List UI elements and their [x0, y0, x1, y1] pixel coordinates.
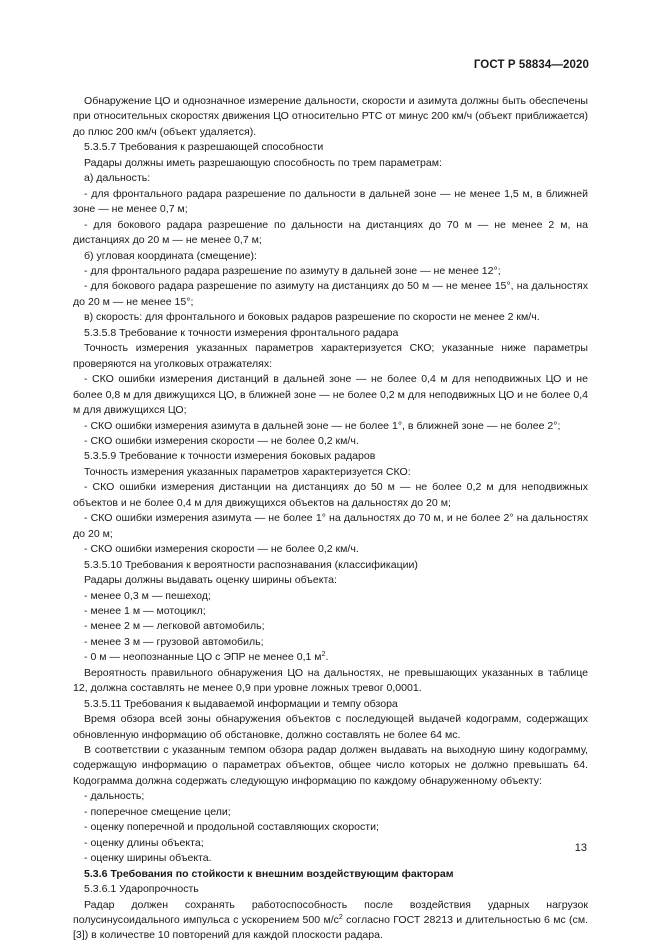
paragraph	[73, 511, 588, 542]
paragraph-text: - СКО ошибки измерения скорости — не более 0,2 км/ч.	[84, 434, 359, 447]
paragraph-text: 5.3.6 Требования по стойкости к внешним воздействующим факторам	[84, 867, 454, 880]
document-body	[73, 94, 588, 944]
paragraph	[73, 372, 588, 418]
paragraph	[73, 310, 588, 325]
paragraph-text: - менее 0,3 м — пешеход;	[84, 589, 211, 602]
paragraph-text: - для фронтального радара разрешение по дальности в дальней зоне — не менее 1,5 м, в ближней зоне — не менее 0,7 м;	[73, 187, 588, 216]
paragraph-text-suffix: согласно ГОСТ 28213 и длительностью 6 мс (см. [3]) в количестве 10 повторений для каждой плоскости радара.	[73, 914, 588, 942]
paragraph	[73, 604, 588, 619]
paragraph-text: 5.3.6.1 Ударопрочность	[84, 883, 199, 896]
paragraph-text: - СКО ошибки измерения азимута в дальней зоне — не более 1°, в ближней зоне — не более 2°;	[84, 419, 561, 432]
paragraph	[73, 419, 588, 434]
paragraph	[73, 434, 588, 449]
paragraph-text: Вероятность правильного обнаружения ЦО на дальностях, не превышающих указанных в таблице 12, должна составлять не менее 0,9 при уровне ложных тревог 0,0001.	[73, 666, 588, 695]
paragraph-text: 5.3.5.7 Требования к разрешающей способности	[84, 141, 324, 154]
superscript: 2	[321, 651, 326, 659]
paragraph-text: Точность измерения указанных параметров характеризуется СКО:	[84, 465, 411, 478]
paragraph-text: Радар должен сохранять работоспособность после воздействия ударных нагрузок полусинусоидального импульса с ускорением 500 м/с	[73, 898, 588, 927]
paragraph	[73, 94, 588, 140]
paragraph-text: Время обзора всей зоны обнаружения объектов с последующей выдачей кодограмм, содержащих обновленную информацию об обстановке, должно составлять не более 64 мс.	[73, 713, 588, 741]
paragraph-text: 5.3.5.10 Требования к вероятности распознавания (классификации)	[84, 558, 418, 571]
paragraph	[73, 140, 588, 155]
paragraph-text: б) угловая координата (смещение):	[84, 249, 257, 262]
paragraph-text: - дальность;	[84, 790, 145, 803]
paragraph-text: а) дальность:	[84, 172, 151, 185]
paragraph	[73, 218, 588, 249]
paragraph	[73, 187, 588, 218]
paragraph-text: 5.3.5.9 Требование к точности измерения боковых радаров	[84, 450, 376, 463]
paragraph	[73, 666, 588, 697]
paragraph-text: - СКО ошибки измерения скорости — не более 0,2 км/ч.	[84, 543, 359, 556]
paragraph-text: - для бокового радара разрешение по дальности на дистанциях до 70 м — не менее 2 м, на дистанциях до 20 м — не менее 0,7 м;	[73, 218, 588, 247]
paragraph	[73, 449, 588, 464]
paragraph	[73, 326, 588, 341]
page-number: 13	[574, 842, 587, 854]
paragraph	[73, 712, 588, 743]
paragraph-text: - оценку ширины объекта.	[84, 852, 212, 865]
paragraph	[73, 898, 588, 944]
paragraph	[73, 542, 588, 557]
paragraph-text: 5.3.5.11 Требования к выдаваемой информации и темпу обзора	[84, 697, 398, 710]
document-id-header: ГОСТ Р 58834—2020	[473, 59, 589, 71]
paragraph	[73, 156, 588, 171]
paragraph-text: - СКО ошибки измерения азимута — не более 1° на дальностях до 70 м, и не более 2° на дальностях до 20 м;	[73, 512, 588, 540]
paragraph-text: Радары должны выдавать оценку ширины объекта:	[84, 574, 337, 587]
paragraph	[73, 558, 588, 573]
paragraph-text: - оценку длины объекта;	[84, 836, 204, 849]
paragraph	[73, 882, 588, 897]
paragraph-text: - менее 1 м — мотоцикл;	[84, 604, 206, 617]
paragraph-text: - СКО ошибки измерения дистанции на дистанциях до 50 м — не более 0,2 м для неподвижных объектов и не более 0,4 м для движущихся объектов на дальностях до 20 м;	[73, 481, 588, 509]
paragraph-text: - 0 м — неопознанные ЦО с ЭПР не менее 0,1 м	[84, 651, 322, 664]
section-heading	[73, 867, 588, 882]
paragraph-text: - для фронтального радара разрешение по азимуту в дальней зоне — не менее 12°;	[84, 264, 501, 277]
paragraph-text: Обнаружение ЦО и однозначное измерение дальности, скорости и азимута должны быть обеспечены при относительных скоростях движения ЦО относительно РТС от минус 200 км/ч (объект приближается) до плюс 200 км/ч (объект удаляется).	[73, 95, 588, 138]
paragraph	[73, 619, 588, 634]
paragraph-text: - СКО ошибки измерения дистанций в дальней зоне — не более 0,4 м для неподвижных ЦО и не более 0,8 м для движущихся ЦО, в ближней зоне — не более 0,2 м для неподвижных ЦО и не более 0,4 м для движущихся ЦО;	[73, 373, 588, 417]
paragraph-text: - для бокового радара разрешение по азимуту на дистанциях до 50 м — не менее 15°, на дальностях до 20 м — не менее 15°;	[73, 280, 588, 308]
paragraph-text: Точность измерения указанных параметров характеризуется СКО; указанные ниже параметры проверяются на уголковых отражателях:	[73, 342, 588, 370]
paragraph-text: в) скорость: для фронтального и боковых радаров разрешение по скорости не менее 2 км/ч.	[84, 311, 540, 324]
paragraph-text: В соответствии с указанным темпом обзора радар должен выдавать на выходную шину кодограмму, содержащую информацию о параметрах объектов, общее число которых не должно превышать 64. Кодограмма должна содержать следующую информацию по каждому обнаруженному объекту:	[73, 744, 588, 787]
paragraph	[73, 264, 588, 279]
paragraph	[73, 650, 588, 665]
paragraph-text-suffix: .	[325, 651, 329, 664]
paragraph	[73, 480, 588, 511]
superscript: 2	[338, 914, 343, 922]
paragraph-text: - оценку поперечной и продольной составляющих скорости;	[84, 821, 379, 834]
paragraph	[73, 851, 588, 866]
paragraph	[73, 171, 588, 186]
paragraph	[73, 805, 588, 820]
paragraph	[73, 465, 588, 480]
paragraph	[73, 697, 588, 712]
paragraph	[73, 341, 588, 372]
paragraph	[73, 279, 588, 310]
paragraph	[73, 635, 588, 650]
paragraph	[73, 789, 588, 804]
paragraph	[73, 820, 588, 835]
paragraph-text: - менее 2 м — легковой автомобиль;	[84, 620, 265, 633]
paragraph	[73, 589, 588, 604]
paragraph-text: - поперечное смещение цели;	[84, 805, 231, 818]
paragraph-text: 5.3.5.8 Требование к точности измерения фронтального радара	[84, 326, 399, 339]
paragraph-text: Радары должны иметь разрешающую способность по трем параметрам:	[84, 156, 442, 169]
paragraph-text: - менее 3 м — грузовой автомобиль;	[84, 635, 264, 648]
paragraph	[73, 743, 588, 789]
paragraph	[73, 249, 588, 264]
paragraph	[73, 836, 588, 851]
paragraph	[73, 573, 588, 588]
